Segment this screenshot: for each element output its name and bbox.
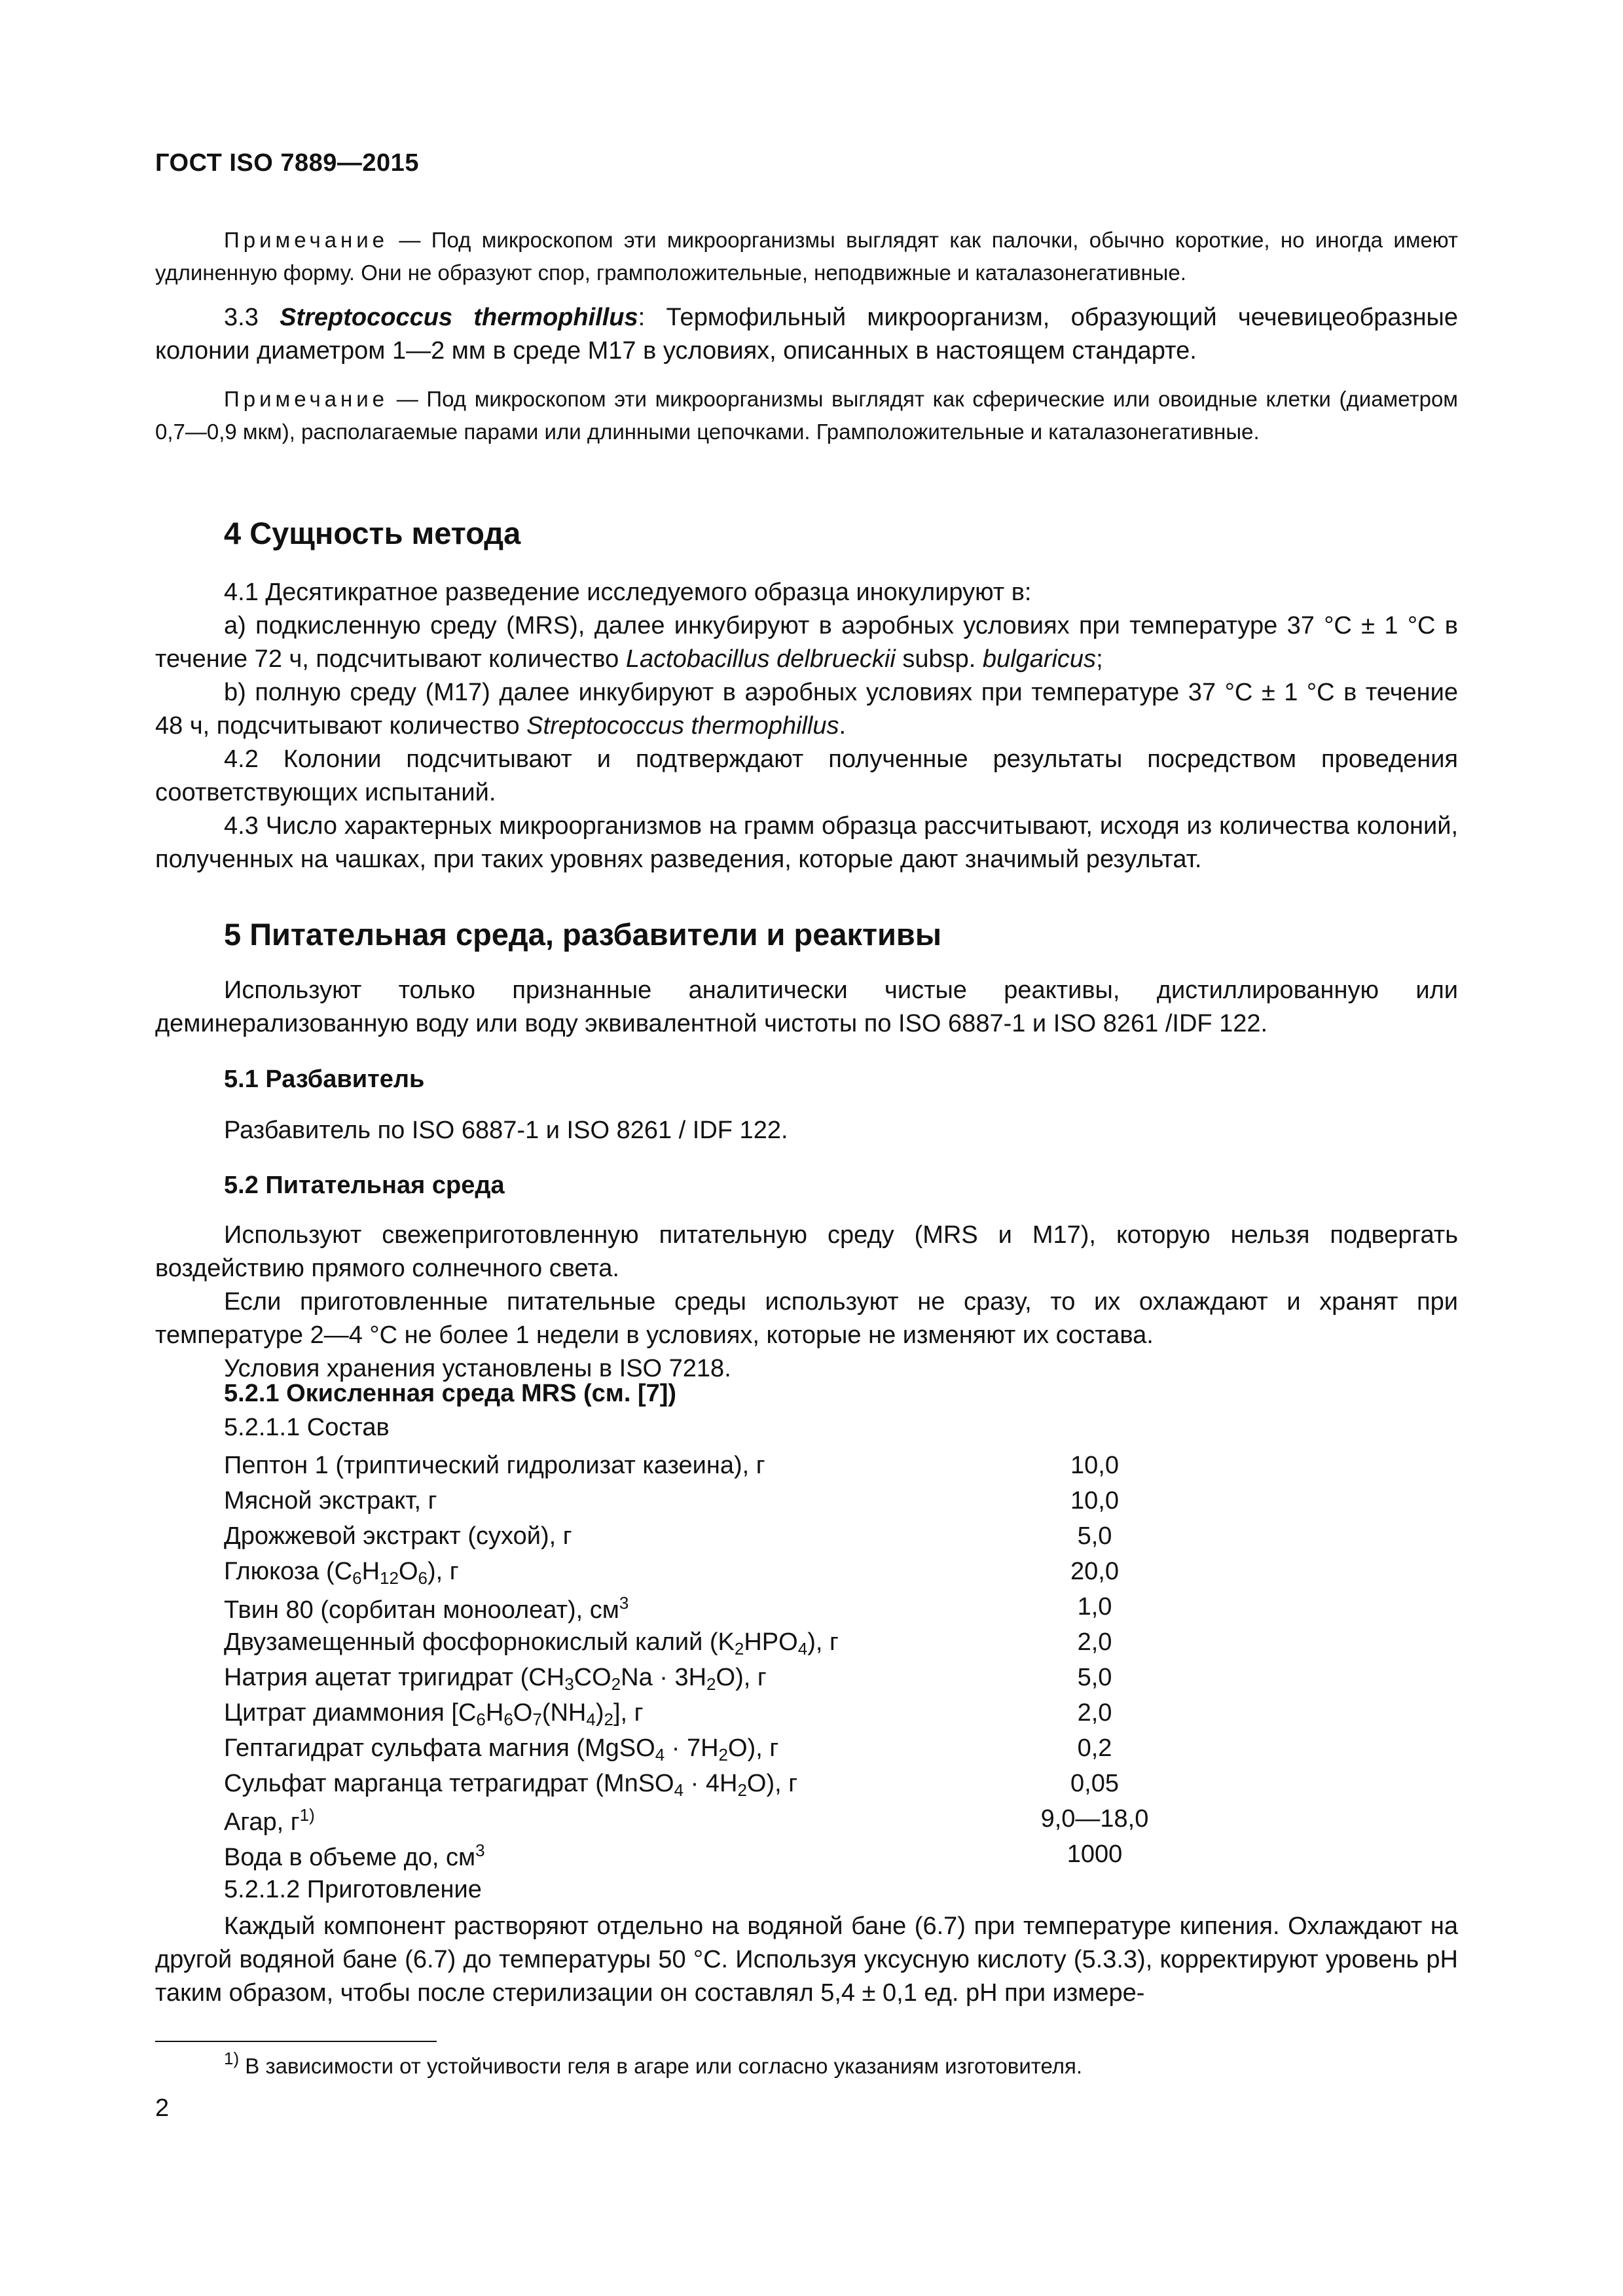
paragraph-4-3: 4.3 Число характерных микроорганизмов на грамм образца рассчитывают, исходя из количества колоний, полученных на чашках, при таких уровнях разведения, которые дают значимый результат. bbox=[155, 812, 1458, 873]
component-name: Вода в объеме до, $см^3$ bbox=[224, 1840, 485, 1871]
composition-row bbox=[224, 1734, 1154, 1770]
component-name: Цитрат диаммония $[C_6H_6O_7(NH_4)_2]$, г bbox=[224, 1699, 644, 1729]
component-value: 5,0 bbox=[1077, 1522, 1112, 1550]
component-name: Сульфат марганца тетрагидрат (MnSO$_4$ · $4H_2O$), г bbox=[224, 1770, 798, 1800]
note-text: — Под микроскопом эти микроорганизмы выглядят как палочки, обычно короткие, но иногда имеют удлиненную форму. Они не образуют спор, грамположительные, неподвижные и каталазонегативные. bbox=[155, 228, 1458, 285]
component-name: Двузамещенный фосфорнокислый калий $(K_2HPO_4)$, г bbox=[224, 1628, 839, 1659]
composition-row bbox=[224, 1770, 1154, 1805]
component-value: 9,0—18,0 bbox=[1040, 1805, 1149, 1833]
document-header: ГОСТ ISO 7889—2015 bbox=[155, 149, 419, 177]
clause-number: 3.3 bbox=[224, 304, 280, 331]
paragraph-5-2-1: Используют свежеприготовленную питательную среду (MRS и M17), которую нельзя подвергать воздействию прямого солнечного света. bbox=[155, 1221, 1458, 1282]
section-4-title: 4 Сущность метода bbox=[224, 516, 521, 550]
composition-row bbox=[224, 1522, 1154, 1558]
component-name: Твин 80 (сорбитан моноолеат), $см^3$ bbox=[224, 1593, 629, 1624]
section-5-2-1-2-title: 5.2.1.2 Приготовление bbox=[224, 1876, 482, 1903]
note-label: Примечание bbox=[224, 228, 389, 252]
term: Streptococcus thermophillus bbox=[280, 304, 638, 331]
component-name: Натрия ацетат тригидрат $(CH_3CO_2Na \cdot 3H_2O)$, г bbox=[224, 1664, 767, 1694]
composition-row bbox=[224, 1487, 1154, 1522]
component-name: Пептон 1 (триптический гидролизат казеина), г bbox=[224, 1452, 765, 1479]
section-5-1-title: 5.1 Разбавитель bbox=[224, 1066, 425, 1093]
composition-row bbox=[224, 1628, 1154, 1664]
note-text: — Под микроскопом эти микроорганизмы выглядят как сферические или овоидные клетки (диаметром 0,7—0,9 мкм), располагаемые парами или длинными цепочками. Грамположительные и каталазонегативные. bbox=[155, 387, 1458, 444]
component-value: 1,0 bbox=[1077, 1593, 1112, 1621]
composition-row bbox=[224, 1593, 1154, 1628]
section-4-body bbox=[155, 576, 1458, 876]
paragraph-4-1-a: а) подкисленную среду (MRS), далее инкубируют в аэробных условиях при температуре 37 °С ± 1 °С в течение 72 ч, подсчитывают количество Lactobacillus delbrueckii subsp. bulgaricus; bbox=[155, 612, 1458, 673]
note-2 bbox=[155, 383, 1458, 448]
paragraph-4-1: 4.1 Десятикратное разведение исследуемого образца инокулируют в: bbox=[224, 579, 1032, 606]
note-1 bbox=[155, 224, 1458, 289]
component-name: Агар, $г^{1)}$ bbox=[224, 1805, 315, 1836]
composition-row bbox=[224, 1558, 1154, 1593]
footnote-divider bbox=[155, 2041, 437, 2042]
note-label: Примечание bbox=[224, 387, 389, 411]
composition-row bbox=[224, 1805, 1154, 1840]
component-value: 5,0 bbox=[1077, 1664, 1112, 1691]
clause-3-3 bbox=[155, 301, 1458, 368]
footnote bbox=[224, 2049, 1082, 2079]
section-5-2-1-2-text: Каждый компонент растворяют отдельно на водяной бане (6.7) при температуре кипения. Охлаждают на другой водяной бане (6.7) до температуры 50 °С. Используя уксусную кислоту (5.3.3), корректируют уровень pH таким образом, чтобы после стерилизации он составлял 5,4 ± 0,1 ед. pH при измере- bbox=[155, 1912, 1458, 2007]
composition-row bbox=[224, 1452, 1154, 1487]
section-5-1-text: Разбавитель по ISO 6887-1 и ISO 8261 / IDF 122. bbox=[224, 1117, 788, 1144]
section-5-2-1-1-title: 5.2.1.1 Состав bbox=[224, 1414, 390, 1441]
footnote-text: В зависимости от устойчивости геля в агаре или согласно указаниям изготовителя. bbox=[239, 2054, 1083, 2078]
page-number: 2 bbox=[155, 2094, 170, 2122]
component-value: 10,0 bbox=[1070, 1487, 1119, 1515]
component-value: 0,2 bbox=[1077, 1734, 1112, 1762]
component-value: 20,0 bbox=[1070, 1558, 1119, 1585]
component-value: 2,0 bbox=[1077, 1699, 1112, 1727]
section-5-intro: Используют только признанные аналитически чистые реактивы, дистиллированную или деминерализованную воду или воду эквивалентной чистоты по ISO 6887-1 и ISO 8261 /IDF 122. bbox=[155, 977, 1458, 1037]
paragraph-5-2-3: Условия хранения установлены в ISO 7218. bbox=[224, 1355, 731, 1382]
component-value: 10,0 bbox=[1070, 1452, 1119, 1479]
component-value: 1000 bbox=[1067, 1840, 1123, 1868]
component-name: Гептагидрат сульфата магния (MgSO$_4$ · $7H_2O$), г bbox=[224, 1734, 779, 1765]
footnote-mark: 1) bbox=[224, 2049, 240, 2068]
section-5-2-body bbox=[155, 1219, 1458, 1386]
composition-row bbox=[224, 1664, 1154, 1699]
component-name: Глюкоза $(C_6H_{12}O_6)$, г bbox=[224, 1558, 459, 1588]
paragraph-4-2: 4.2 Колонии подсчитывают и подтверждают полученные результаты посредством проведения соответствующих испытаний. bbox=[155, 745, 1458, 806]
component-value: 0,05 bbox=[1070, 1770, 1119, 1797]
section-5-2-1-title: 5.2.1 Окисленная среда MRS (см. [7]) bbox=[224, 1380, 677, 1407]
definition: : Термофильный микроорганизм, образующий чечевицеобразные колонии диаметром 1—2 мм в среде M17 в условиях, описанных в настоящем стандарте. bbox=[155, 304, 1458, 365]
component-value: 2,0 bbox=[1077, 1628, 1112, 1656]
section-5-title: 5 Питательная среда, разбавители и реактивы bbox=[224, 917, 941, 952]
composition-row bbox=[224, 1840, 1154, 1876]
section-5-2-title: 5.2 Питательная среда bbox=[224, 1172, 505, 1199]
paragraph-5-2-2: Если приготовленные питательные среды используют не сразу, то их охлаждают и хранят при температуре 2—4 °С не более 1 недели в условиях, которые не изменяют их состава. bbox=[155, 1288, 1458, 1349]
paragraph-4-1-b: b) полную среду (M17) далее инкубируют в аэробных условиях при температуре 37 °С ± 1 °С в течение 48 ч, подсчитывают количество Streptococcus thermophillus. bbox=[155, 679, 1458, 740]
composition-row bbox=[224, 1699, 1154, 1734]
component-name: Мясной экстракт, г bbox=[224, 1487, 437, 1515]
component-name: Дрожжевой экстракт (сухой), г bbox=[224, 1522, 572, 1550]
